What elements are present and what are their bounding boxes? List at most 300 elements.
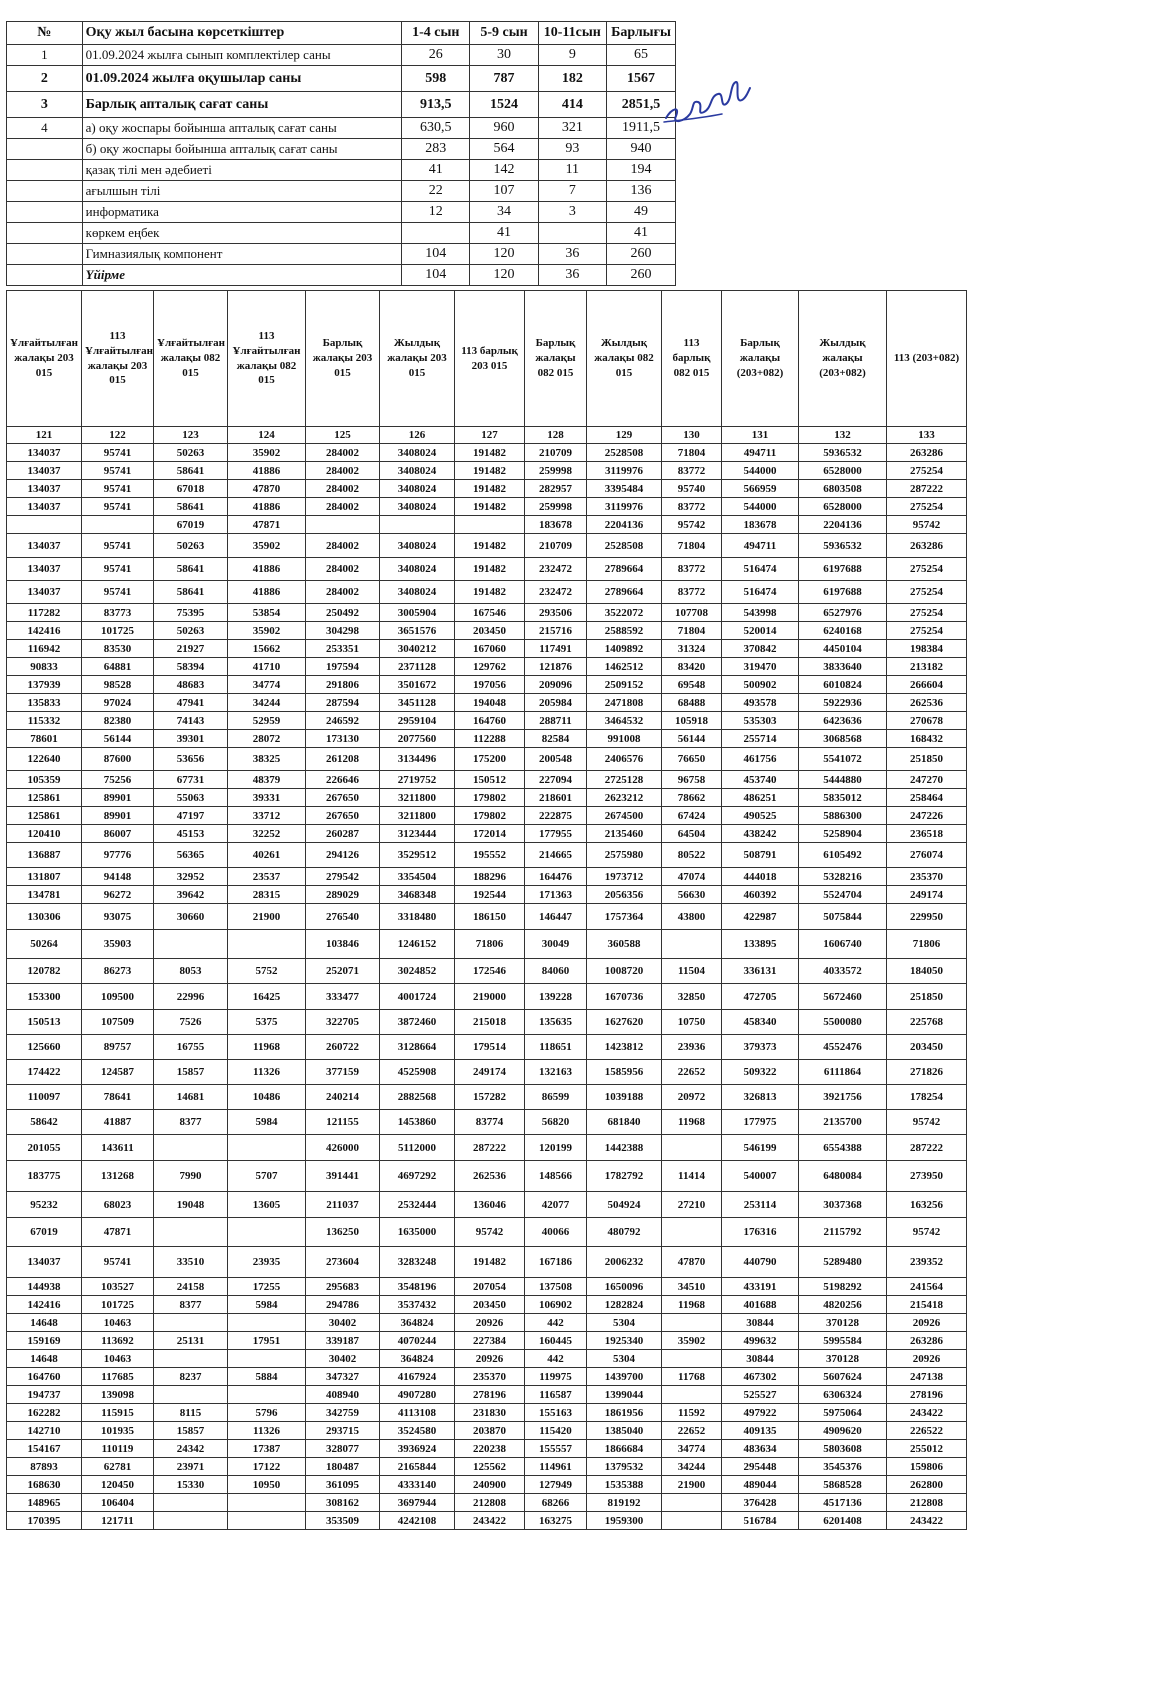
table-cell: 20972	[662, 1085, 722, 1110]
table-cell: 14648	[7, 1314, 82, 1332]
summary-cell-v2: 34	[470, 202, 538, 223]
table-cell: 64504	[662, 825, 722, 843]
table-cell: 17122	[228, 1458, 306, 1476]
table-cell: 4697292	[380, 1161, 455, 1192]
table-cell: 25131	[154, 1332, 228, 1350]
table-cell: 5672460	[799, 984, 887, 1010]
table-cell: 203870	[455, 1422, 525, 1440]
table-cell: 121711	[82, 1512, 154, 1530]
table-cell: 24342	[154, 1440, 228, 1458]
summary-cell-v2: 30	[470, 45, 538, 66]
table-cell: 251850	[887, 748, 967, 771]
table-cell: 173130	[306, 730, 380, 748]
table-cell: 179802	[455, 807, 525, 825]
table-cell: 991008	[587, 730, 662, 748]
table-row	[7, 1060, 967, 1085]
table-cell: 490525	[722, 807, 799, 825]
table-cell: 6197688	[799, 558, 887, 581]
table-cell: 68023	[82, 1192, 154, 1218]
table-cell: 226646	[306, 771, 380, 789]
table-cell: 278196	[887, 1386, 967, 1404]
table-cell: 444018	[722, 868, 799, 886]
table-cell: 103846	[306, 930, 380, 959]
table-cell: 35902	[228, 444, 306, 462]
table-cell: 1670736	[587, 984, 662, 1010]
table-cell: 8377	[154, 1296, 228, 1314]
table-cell: 231830	[455, 1404, 525, 1422]
table-cell: 214665	[525, 843, 587, 868]
summary-cell-label: қазақ тілі мен әдебиеті	[82, 160, 401, 181]
table-cell: 62781	[82, 1458, 154, 1476]
table-cell: 326813	[722, 1085, 799, 1110]
summary-cell-label: көркем еңбек	[82, 223, 401, 244]
table-cell: 229950	[887, 904, 967, 930]
table-cell: 253114	[722, 1192, 799, 1218]
column-number-cell: 122	[82, 427, 154, 444]
summary-cell-no: 3	[7, 92, 83, 118]
table-cell: 566959	[722, 480, 799, 498]
table-cell: 34244	[228, 694, 306, 712]
table-cell: 3408024	[380, 581, 455, 604]
table-cell: 130306	[7, 904, 82, 930]
table-cell: 3697944	[380, 1494, 455, 1512]
table-cell: 289029	[306, 886, 380, 904]
table-cell: 89757	[82, 1035, 154, 1060]
table-cell: 3451128	[380, 694, 455, 712]
table-row	[7, 1440, 967, 1458]
table-row	[7, 1161, 967, 1192]
table-cell: 6423636	[799, 712, 887, 730]
table-cell: 467302	[722, 1368, 799, 1386]
table-cell: 56365	[154, 843, 228, 868]
table-cell: 284002	[306, 558, 380, 581]
summary-cell-no	[7, 160, 83, 181]
summary-cell-v1: 104	[402, 244, 470, 265]
table-cell: 2789664	[587, 581, 662, 604]
salary-header-cell: Ұлғайтылған жалақы 082 015	[154, 291, 228, 427]
table-cell: 287222	[455, 1135, 525, 1161]
summary-cell-no	[7, 223, 83, 244]
table-cell: 21900	[228, 904, 306, 930]
table-cell	[154, 1314, 228, 1332]
table-cell: 184050	[887, 959, 967, 984]
table-cell: 95740	[662, 480, 722, 498]
table-cell: 370128	[799, 1350, 887, 1368]
summary-cell-v1: 283	[402, 139, 470, 160]
column-number-row	[7, 427, 967, 444]
table-cell: 212808	[887, 1494, 967, 1512]
table-cell: 2006232	[587, 1247, 662, 1278]
column-number-cell: 133	[887, 427, 967, 444]
table-cell: 249174	[455, 1060, 525, 1085]
table-cell: 89901	[82, 789, 154, 807]
table-cell: 260287	[306, 825, 380, 843]
table-cell: 275254	[887, 622, 967, 640]
table-cell: 153300	[7, 984, 82, 1010]
summary-cell-v3: 414	[538, 92, 606, 118]
table-cell: 191482	[455, 581, 525, 604]
table-cell: 259998	[525, 462, 587, 480]
table-row	[7, 444, 967, 462]
table-cell: 17255	[228, 1278, 306, 1296]
table-cell: 56630	[662, 886, 722, 904]
table-cell: 271826	[887, 1060, 967, 1085]
summary-cell-v1: 104	[402, 265, 470, 286]
table-cell: 142710	[7, 1422, 82, 1440]
salary-header-cell: 113 Ұлғайтылған жалақы 082 015	[228, 291, 306, 427]
table-row	[7, 1494, 967, 1512]
table-cell: 101725	[82, 1296, 154, 1314]
table-cell: 5886300	[799, 807, 887, 825]
table-cell: 262536	[887, 694, 967, 712]
table-cell: 112288	[455, 730, 525, 748]
table-cell: 243422	[887, 1404, 967, 1422]
column-number-cell: 123	[154, 427, 228, 444]
table-cell: 95742	[887, 1218, 967, 1247]
table-cell: 2204136	[799, 516, 887, 534]
summary-cell-v1	[402, 223, 470, 244]
table-cell: 176316	[722, 1218, 799, 1247]
table-cell: 134037	[7, 462, 82, 480]
salary-header-cell: Жылдық жалақы (203+082)	[799, 291, 887, 427]
table-cell: 23537	[228, 868, 306, 886]
table-cell	[455, 516, 525, 534]
table-cell: 213182	[887, 658, 967, 676]
table-cell	[228, 1494, 306, 1512]
table-row	[7, 694, 967, 712]
salary-header-cell: 113 (203+082)	[887, 291, 967, 427]
table-cell: 14681	[154, 1085, 228, 1110]
table-cell: 71804	[662, 534, 722, 558]
table-cell: 3068568	[799, 730, 887, 748]
table-cell: 56144	[82, 730, 154, 748]
table-cell: 1535388	[587, 1476, 662, 1494]
summary-cell-v1: 26	[402, 45, 470, 66]
table-cell: 183678	[722, 516, 799, 534]
table-cell: 379373	[722, 1035, 799, 1060]
table-cell: 191482	[455, 444, 525, 462]
summary-header-cell: Барлығы	[607, 22, 676, 45]
table-cell: 71804	[662, 622, 722, 640]
table-cell: 3119976	[587, 462, 662, 480]
table-cell: 284002	[306, 534, 380, 558]
table-cell: 55063	[154, 789, 228, 807]
table-cell	[306, 516, 380, 534]
table-cell: 489044	[722, 1476, 799, 1494]
table-cell: 21900	[662, 1476, 722, 1494]
table-cell: 1782792	[587, 1161, 662, 1192]
table-cell: 127949	[525, 1476, 587, 1494]
table-cell: 188296	[455, 868, 525, 886]
table-cell: 67424	[662, 807, 722, 825]
table-cell: 93075	[82, 904, 154, 930]
table-cell: 1039188	[587, 1085, 662, 1110]
table-cell: 10463	[82, 1314, 154, 1332]
table-cell: 360588	[587, 930, 662, 959]
table-cell: 251850	[887, 984, 967, 1010]
table-cell: 2135700	[799, 1110, 887, 1135]
table-cell: 30402	[306, 1314, 380, 1332]
table-cell: 148566	[525, 1161, 587, 1192]
table-cell: 494711	[722, 444, 799, 462]
table-cell: 5796	[228, 1404, 306, 1422]
table-cell: 3522072	[587, 604, 662, 622]
table-cell: 287222	[887, 480, 967, 498]
table-cell: 48379	[228, 771, 306, 789]
table-cell: 136046	[455, 1192, 525, 1218]
table-cell: 11968	[662, 1296, 722, 1314]
table-cell: 241564	[887, 1278, 967, 1296]
salary-table	[6, 290, 967, 1530]
table-cell: 83773	[82, 604, 154, 622]
summary-cell-label: Гимназиялық компонент	[82, 244, 401, 265]
table-cell: 426000	[306, 1135, 380, 1161]
table-cell: 262800	[887, 1476, 967, 1494]
table-row	[7, 748, 967, 771]
table-cell: 11326	[228, 1422, 306, 1440]
table-cell: 94148	[82, 868, 154, 886]
table-cell: 377159	[306, 1060, 380, 1085]
table-cell: 520014	[722, 622, 799, 640]
table-cell: 322705	[306, 1010, 380, 1035]
table-cell: 125562	[455, 1458, 525, 1476]
table-cell: 1650096	[587, 1278, 662, 1296]
table-cell: 83530	[82, 640, 154, 658]
table-row	[7, 807, 967, 825]
table-cell: 2077560	[380, 730, 455, 748]
table-cell: 483634	[722, 1440, 799, 1458]
table-cell: 11768	[662, 1368, 722, 1386]
table-cell: 96272	[82, 886, 154, 904]
summary-cell-v3: 36	[538, 244, 606, 265]
table-cell: 95742	[887, 1110, 967, 1135]
table-cell: 95741	[82, 444, 154, 462]
table-cell: 275254	[887, 604, 967, 622]
table-cell: 82584	[525, 730, 587, 748]
summary-row	[7, 202, 676, 223]
table-cell: 2509152	[587, 676, 662, 694]
summary-row	[7, 181, 676, 202]
summary-row	[7, 265, 676, 286]
table-row	[7, 1476, 967, 1494]
table-cell: 3123444	[380, 825, 455, 843]
table-cell: 39301	[154, 730, 228, 748]
table-cell: 95741	[82, 1247, 154, 1278]
summary-row	[7, 45, 676, 66]
table-cell: 11326	[228, 1060, 306, 1085]
summary-header-row	[7, 22, 676, 45]
table-cell: 4517136	[799, 1494, 887, 1512]
table-cell: 5304	[587, 1350, 662, 1368]
table-row	[7, 1332, 967, 1350]
summary-cell-total: 1567	[607, 66, 676, 92]
table-cell: 370842	[722, 640, 799, 658]
summary-header-cell: 10-11сын	[538, 22, 606, 45]
table-cell: 134037	[7, 444, 82, 462]
table-cell: 210709	[525, 534, 587, 558]
table-cell: 179514	[455, 1035, 525, 1060]
table-row	[7, 676, 967, 694]
table-cell: 243422	[455, 1512, 525, 1530]
table-cell: 333477	[306, 984, 380, 1010]
table-cell: 125660	[7, 1035, 82, 1060]
table-cell: 64881	[82, 658, 154, 676]
table-cell: 2588592	[587, 622, 662, 640]
table-row	[7, 930, 967, 959]
table-cell: 6197688	[799, 581, 887, 604]
table-cell: 210709	[525, 444, 587, 462]
table-cell: 139098	[82, 1386, 154, 1404]
table-cell: 226522	[887, 1422, 967, 1440]
table-cell: 3468348	[380, 886, 455, 904]
table-cell: 499632	[722, 1332, 799, 1350]
table-cell: 41886	[228, 498, 306, 516]
table-cell: 3354504	[380, 868, 455, 886]
table-cell: 3040212	[380, 640, 455, 658]
table-cell: 121876	[525, 658, 587, 676]
table-cell: 1442388	[587, 1135, 662, 1161]
table-cell	[662, 1512, 722, 1530]
table-cell: 287594	[306, 694, 380, 712]
table-cell: 42077	[525, 1192, 587, 1218]
table-cell: 53656	[154, 748, 228, 771]
table-cell	[662, 1350, 722, 1368]
summary-cell-no	[7, 265, 83, 286]
table-cell: 2528508	[587, 444, 662, 462]
table-cell: 95741	[82, 462, 154, 480]
table-cell: 5500080	[799, 1010, 887, 1035]
summary-cell-total: 260	[607, 244, 676, 265]
table-cell: 364824	[380, 1350, 455, 1368]
summary-cell-v2: 960	[470, 118, 538, 139]
table-cell: 125861	[7, 789, 82, 807]
table-row	[7, 1085, 967, 1110]
table-cell: 442	[525, 1314, 587, 1332]
table-cell	[154, 1512, 228, 1530]
table-cell: 5752	[228, 959, 306, 984]
summary-cell-v3: 7	[538, 181, 606, 202]
table-cell: 136250	[306, 1218, 380, 1247]
table-cell: 494711	[722, 534, 799, 558]
table-cell: 5984	[228, 1296, 306, 1314]
summary-cell-v3: 3	[538, 202, 606, 223]
table-cell: 260722	[306, 1035, 380, 1060]
table-cell: 47074	[662, 868, 722, 886]
table-cell: 120450	[82, 1476, 154, 1494]
summary-cell-label: Үйірме	[82, 265, 401, 286]
table-cell: 222875	[525, 807, 587, 825]
table-cell: 3524580	[380, 1422, 455, 1440]
table-cell: 5112000	[380, 1135, 455, 1161]
table-cell: 408940	[306, 1386, 380, 1404]
table-cell: 34774	[228, 676, 306, 694]
table-cell: 6527976	[799, 604, 887, 622]
table-cell: 342759	[306, 1404, 380, 1422]
summary-header-cell: Оқу жыл басына көрсеткіштер	[82, 22, 401, 45]
table-cell: 2135460	[587, 825, 662, 843]
table-cell: 19048	[154, 1192, 228, 1218]
table-cell: 438242	[722, 825, 799, 843]
salary-header-cell: Жылдық жалақы 203 015	[380, 291, 455, 427]
table-cell: 20926	[887, 1314, 967, 1332]
table-cell: 203450	[455, 622, 525, 640]
table-cell: 150513	[7, 1010, 82, 1035]
table-row	[7, 622, 967, 640]
table-cell: 8237	[154, 1368, 228, 1386]
table-row	[7, 1135, 967, 1161]
table-cell: 95232	[7, 1192, 82, 1218]
table-cell: 4525908	[380, 1060, 455, 1085]
table-row	[7, 712, 967, 730]
column-number-cell: 127	[455, 427, 525, 444]
table-cell: 148965	[7, 1494, 82, 1512]
table-cell: 270678	[887, 712, 967, 730]
table-cell: 191482	[455, 1247, 525, 1278]
table-cell: 20926	[455, 1314, 525, 1332]
table-row	[7, 558, 967, 581]
table-cell: 2789664	[587, 558, 662, 581]
table-cell: 58394	[154, 658, 228, 676]
table-cell	[662, 1386, 722, 1404]
table-cell	[228, 1350, 306, 1368]
table-cell: 39642	[154, 886, 228, 904]
table-row	[7, 1010, 967, 1035]
table-cell: 58642	[7, 1110, 82, 1135]
table-row	[7, 868, 967, 886]
table-cell: 191482	[455, 558, 525, 581]
table-cell: 2575980	[587, 843, 662, 868]
table-cell	[154, 930, 228, 959]
table-cell: 134037	[7, 498, 82, 516]
table-cell: 45153	[154, 825, 228, 843]
table-cell: 134037	[7, 558, 82, 581]
table-cell: 10750	[662, 1010, 722, 1035]
table-cell: 10486	[228, 1085, 306, 1110]
table-row	[7, 581, 967, 604]
table-cell: 116587	[525, 1386, 587, 1404]
table-cell: 95741	[82, 581, 154, 604]
table-cell: 546199	[722, 1135, 799, 1161]
table-cell: 497922	[722, 1404, 799, 1422]
table-cell: 87600	[82, 748, 154, 771]
table-cell: 7526	[154, 1010, 228, 1035]
table-cell: 133895	[722, 930, 799, 959]
summary-cell-v2: 120	[470, 244, 538, 265]
table-cell: 6105492	[799, 843, 887, 868]
table-cell: 440790	[722, 1247, 799, 1278]
table-cell: 291806	[306, 676, 380, 694]
table-cell: 30660	[154, 904, 228, 930]
table-cell: 3024852	[380, 959, 455, 984]
table-cell: 215716	[525, 622, 587, 640]
table-row	[7, 1192, 967, 1218]
table-cell: 5803608	[799, 1440, 887, 1458]
table-cell: 249174	[887, 886, 967, 904]
table-cell: 67019	[7, 1218, 82, 1247]
table-cell: 4001724	[380, 984, 455, 1010]
table-cell: 1627620	[587, 1010, 662, 1035]
table-cell: 154167	[7, 1440, 82, 1458]
table-cell: 41710	[228, 658, 306, 676]
table-cell: 5984	[228, 1110, 306, 1135]
table-cell: 117491	[525, 640, 587, 658]
summary-cell-v1: 22	[402, 181, 470, 202]
table-cell: 28315	[228, 886, 306, 904]
table-cell: 247226	[887, 807, 967, 825]
table-cell: 47870	[228, 480, 306, 498]
table-cell: 4242108	[380, 1512, 455, 1530]
table-cell	[662, 1494, 722, 1512]
